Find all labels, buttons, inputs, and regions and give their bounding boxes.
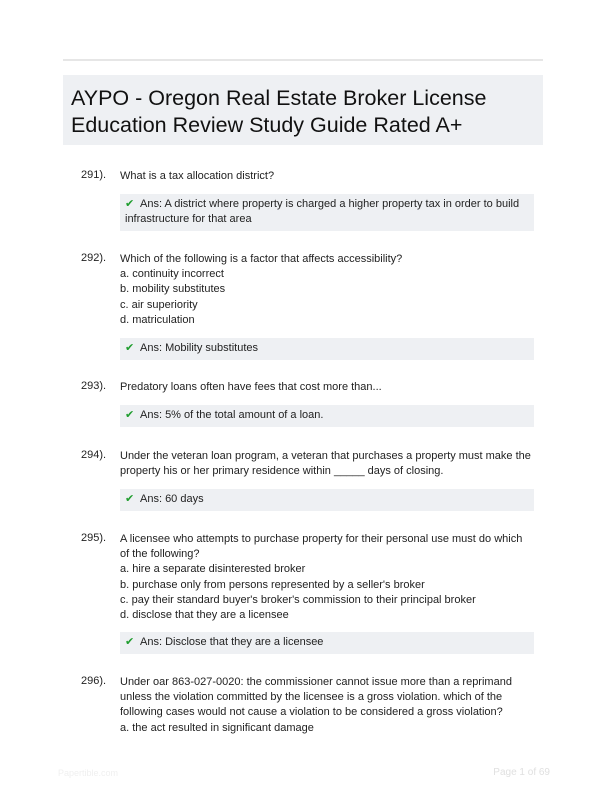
page-number: Page 1 of 69 [493, 767, 550, 778]
check-icon: ✔ [125, 342, 135, 354]
question-text: What is a tax allocation district? [120, 170, 275, 182]
question-number: 291). [81, 169, 107, 181]
option-a: a. hire a separate disinterested broker [120, 563, 306, 576]
option-b: b. purchase only from persons represented by a seller's broker [120, 578, 425, 591]
answer-box [120, 194, 534, 231]
answer-box [120, 338, 534, 360]
option-a: a. continuity incorrect [120, 268, 224, 281]
question-number: 294). [81, 449, 107, 461]
option-d: d. disclose that they are a licensee [120, 609, 289, 622]
check-icon: ✔ [125, 636, 135, 648]
option-c: c. air superiority [120, 298, 198, 311]
answer-text: Ans: 60 days [140, 493, 204, 505]
answer-text: Ans: 5% of the total amount of a loan. [140, 409, 324, 421]
footer-watermark: Papertible.com [58, 768, 119, 778]
question-text: Under oar 863-027-0020: the commissioner cannot issue more than a reprimand unless the violation committed by the licensee is a gross violation. which of the following cases would not cause a violation to be considered a gross violation? [120, 676, 512, 719]
question-text: Which of the following is a factor that affects accessibility? [120, 253, 403, 265]
answer-text: Ans: Mobility substitutes [140, 342, 258, 354]
answer-box [120, 632, 534, 654]
check-icon: ✔ [125, 493, 135, 505]
question-text: A licensee who attempts to purchase property for their personal use must do which of the following? [120, 533, 523, 561]
question-number: 295). [81, 532, 107, 544]
option-b: b. mobility substitutes [120, 283, 226, 296]
question-text: Predatory loans often have fees that cost more than... [120, 381, 382, 393]
question-block [120, 532, 534, 623]
answer-box [120, 489, 534, 511]
question-number: 293). [81, 380, 107, 392]
check-icon: ✔ [125, 198, 135, 210]
answer-text: Ans: A district where property is charged a higher property tax in order to build infrastructure for that area [125, 198, 520, 226]
answer-box [120, 405, 534, 427]
question-block [120, 252, 534, 328]
answer-text: Ans: Disclose that they are a licensee [140, 636, 324, 648]
question-text: Under the veteran loan program, a veteran that purchases a property must make the property his or her primary residence within _____ days of closing. [120, 450, 531, 478]
option-c: c. pay their standard buyer's broker's commission to their principal broker [120, 593, 476, 606]
document-title: AYPO - Oregon Real Estate Broker License Education Review Study Guide Rated A+ [71, 86, 487, 137]
option-d: d. matriculation [120, 313, 195, 326]
title-banner [63, 75, 543, 145]
top-divider [63, 59, 543, 61]
question-block [120, 675, 534, 736]
check-icon: ✔ [125, 409, 135, 421]
question-number: 296). [81, 675, 107, 687]
question-number: 292). [81, 252, 107, 264]
option-a: a. the act resulted in significant damage [120, 721, 314, 734]
